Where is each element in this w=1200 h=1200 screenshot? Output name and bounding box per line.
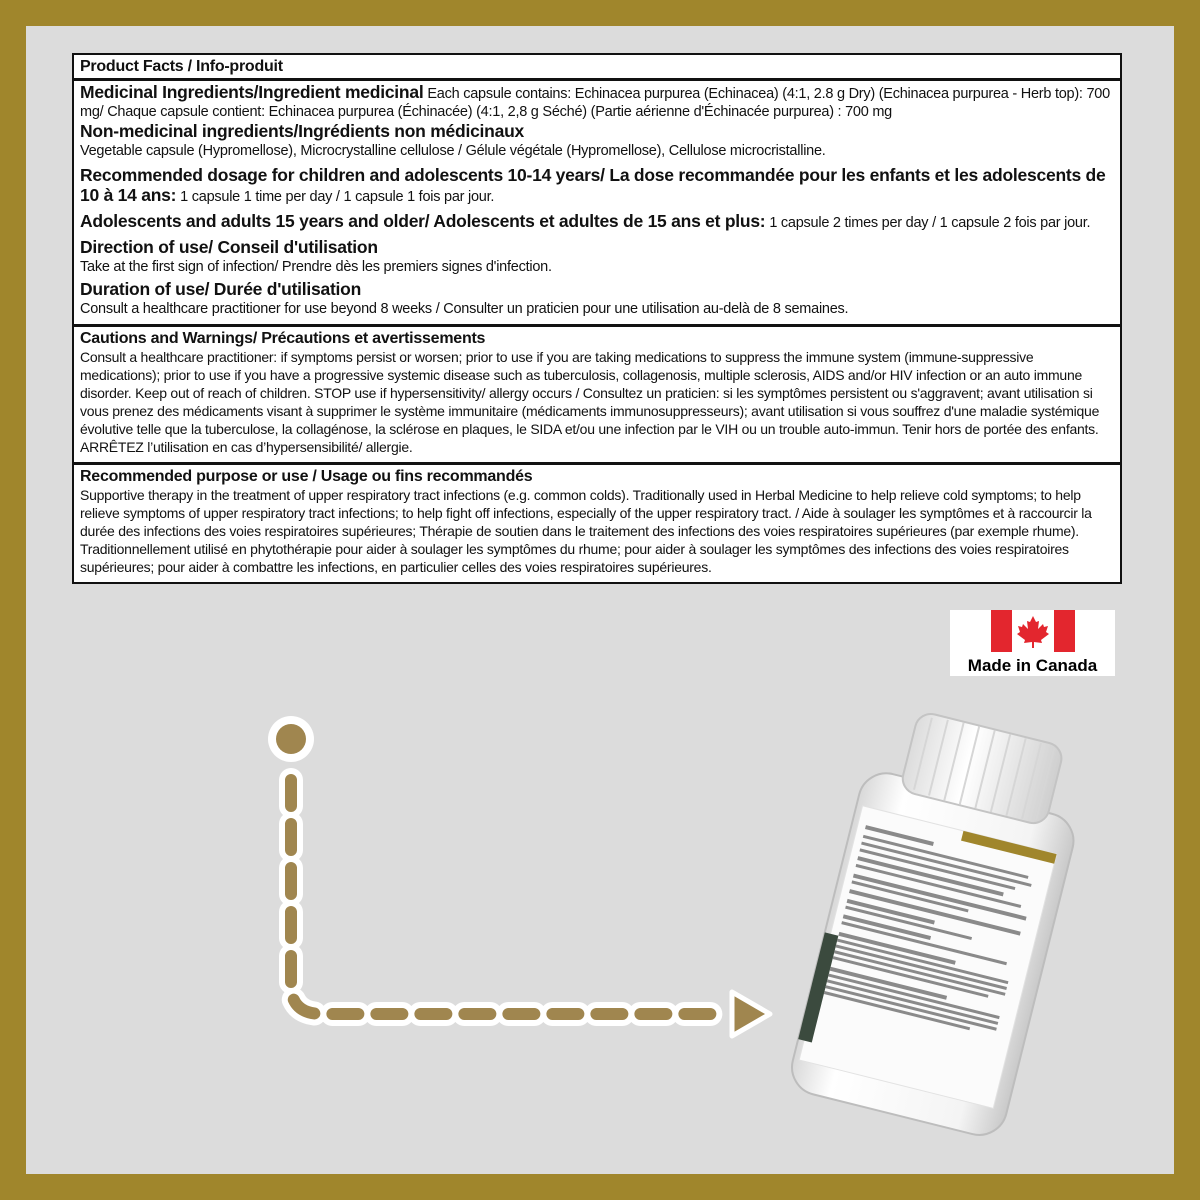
label-title: Product Facts / Info-produit <box>74 55 1120 81</box>
cautions-heading: Cautions and Warnings/ Précautions et avertissements <box>80 330 486 347</box>
dosage-children-text: 1 capsule 1 time per day / 1 capsule 1 fois par jour. <box>180 189 495 205</box>
duration-text: Consult a healthcare practitioner for use beyond 8 weeks / Consulter un praticien pour une utilisation au-delà de 8 semaines. <box>80 301 849 317</box>
dosage-children-heading: Recommended dosage for children and adolescents 10-14 years/ La dose recommandée pour les enfants et les adolescents de 10 à 14 ans: <box>80 165 1106 205</box>
direction-text: Take at the first sign of infection/ Prendre dès les premiers signes d'infection. <box>80 259 552 275</box>
medicinal-heading: Medicinal Ingredients/Ingredient medicinal <box>80 82 424 102</box>
non-medicinal-text: Vegetable capsule (Hypromellose), Microcrystalline cellulose / Gélule végétale (Hypromellose), Cellulose microcristalline. <box>80 143 826 159</box>
direction-heading: Direction of use/ Conseil d'utilisation <box>80 237 378 257</box>
non-medicinal-heading: Non-medicinal ingredients/Ingrédients non médicinaux <box>80 121 525 141</box>
purpose-heading: Recommended purpose or use / Usage ou fins recommandés <box>80 468 533 485</box>
supplement-bottle-image <box>790 710 1090 1140</box>
duration-heading: Duration of use/ Durée d'utilisation <box>80 279 362 299</box>
dosage-adults-text: 1 capsule 2 times per day / 1 capsule 2 fois par jour. <box>769 215 1091 231</box>
made-in-canada-text: Made in Canada <box>967 656 1098 675</box>
medicinal-text: Each capsule contains: Echinacea purpurea (Echinacea) (4:1, 2.8 g Dry) (Echinacea purpurea - Herb top): 700 mg/ Chaque capsule contient: Echinacea purpurea (Échinacée) (4:1, 2,8 g Séché) (Partie aérienne d'Échinacée purpurea) : 700 mg <box>80 86 1110 120</box>
dosage-adults-heading: Adolescents and adults 15 years and older/ Adolescents et adultes de 15 ans et plus: <box>80 211 766 231</box>
purpose-text: Supportive therapy in the treatment of upper respiratory tract infections (e.g. common colds). Traditionally used in Herbal Medicine to help relieve cold symptoms; to help relieve symptoms of upper respiratory tract infections; to help fight off infections, especially of the upper respiratory tract. / Aide à soulager les symptômes et à raccourcir la durée des infections des voies respiratoires supérieures; Thérapie de soutien dans le traitement des infections des voies respiratoires supérieures (par exemple rhume). Traditionnellement utilisé en phytothérapie pour aider à soulager les symptômes du rhume; pour aider à soulager les symptômes des infections des voies respiratoires supérieures; pour aider à combattre les infections, en particulier celles des voies respiratoires supérieures. <box>80 487 1092 575</box>
cautions-text: Consult a healthcare practitioner: if symptoms persist or worsen; prior to use if you are taking medications to suppress the immune system (immune-suppressive medications); prior to use if you have a progressive systemic disease such as tuberculosis, collagenosis, multiple sclerosis, AIDS and/or HIV infection or an auto immune disorder. Keep out of reach of children. STOP use if hypersensitivity/ allergy occurs / Consultez un praticien: si les symptômes persistent ou s'aggravent; avant utilisation si vous prenez des médicaments visant à supprimer le système immunitaire (médicaments immunosuppresseurs); avant utilisation si vous souffrez d'une maladie systémique évolutive telle que la tuberculose, la collagénose, la sclérose en plaques, le SIDA et/ou une infection par le VIH ou un trouble auto-immun. Tenir hors de portée des enfants. ARRÊTEZ l’utilisation en cas d’hypersensibilité/ allergie. <box>80 349 1100 455</box>
